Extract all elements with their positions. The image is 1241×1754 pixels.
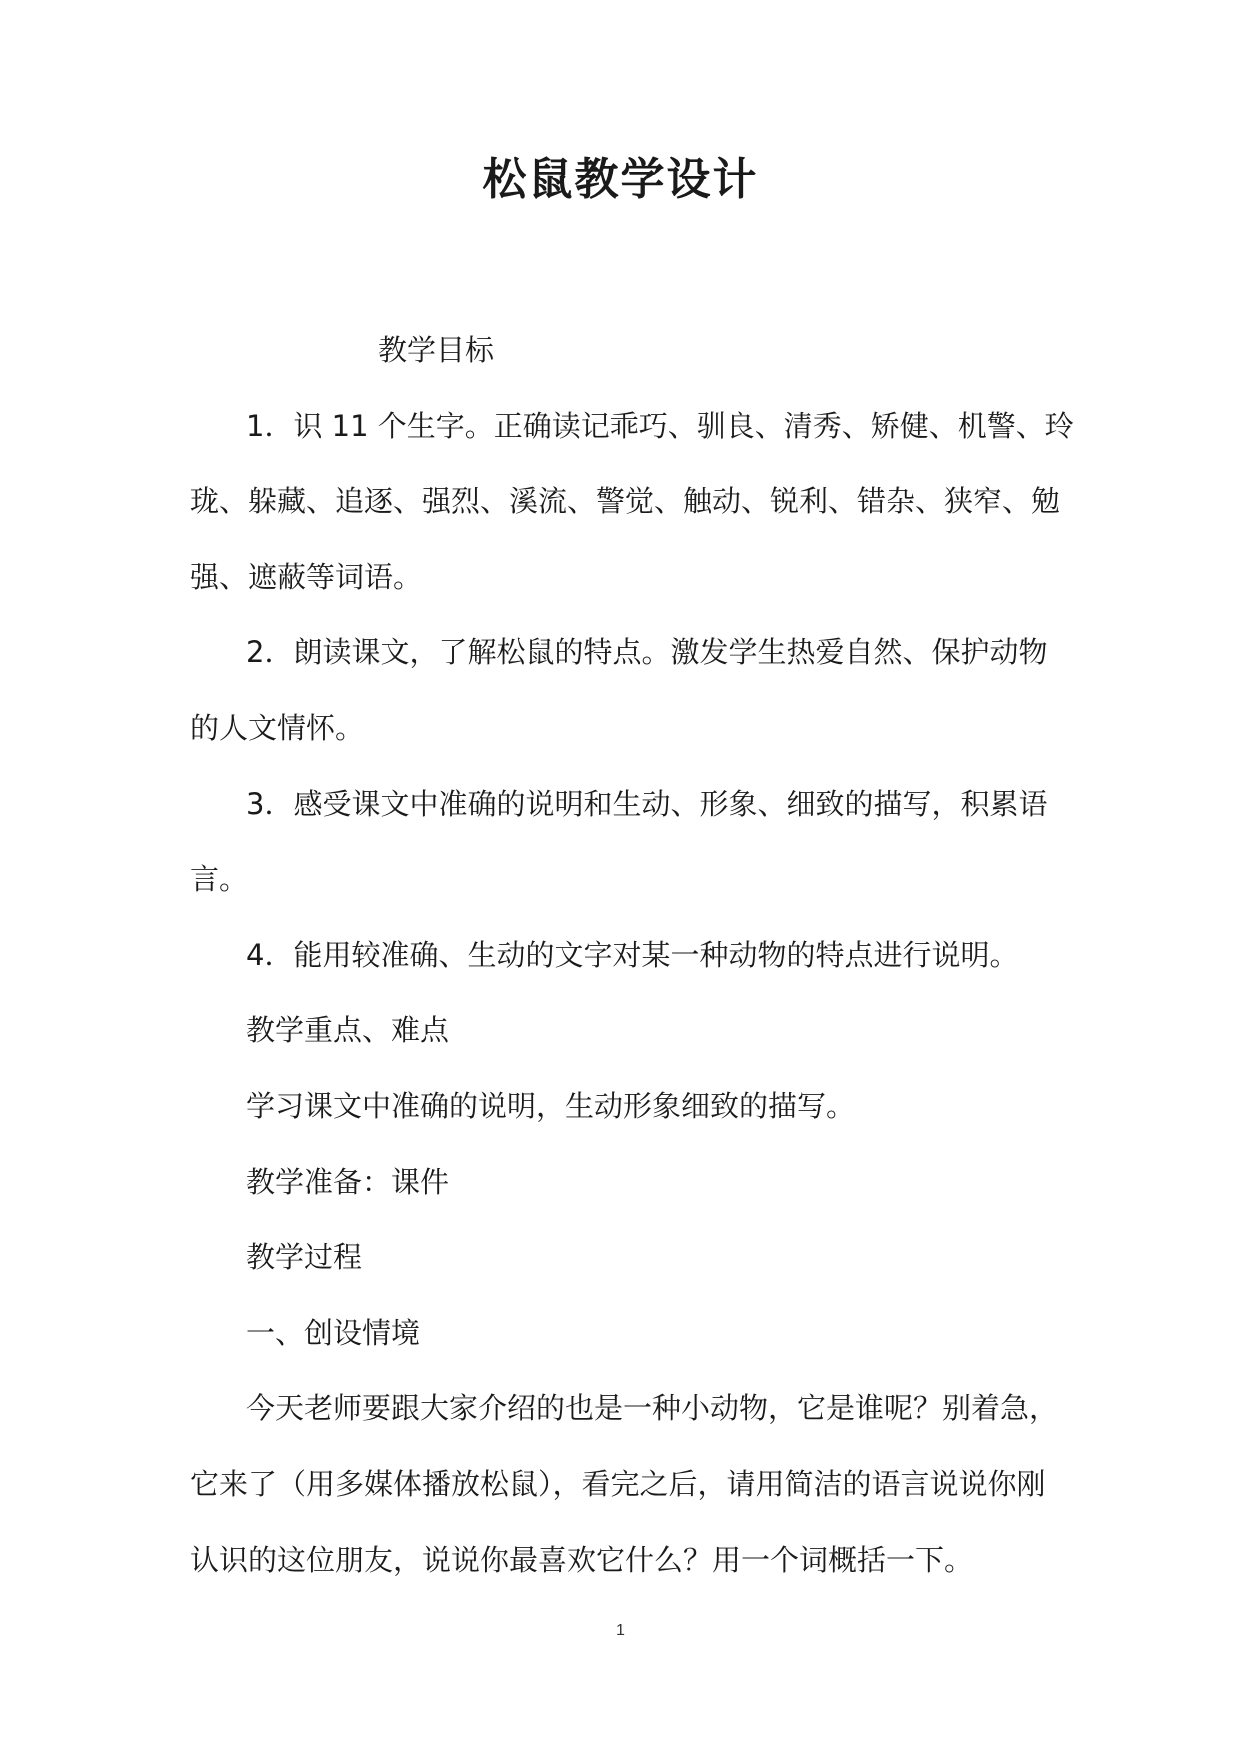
paragraph-line: 认识的这位朋友，说说你最喜欢它什么？用一个词概括一下。 [190, 1543, 974, 1577]
section-heading-key-points: 教学重点、难点 [246, 1013, 450, 1047]
paragraph-line: 强、遮蔽等词语。 [190, 560, 423, 594]
paragraph-line: 学习课文中准确的说明，生动形象细致的描写。 [246, 1089, 856, 1123]
paragraph-line: 2．朗读课文，了解松鼠的特点。激发学生热爱自然、保护动物 [246, 635, 1048, 669]
paragraph-line: 今天老师要跟大家介绍的也是一种小动物，它是谁呢？别着急， [246, 1391, 1059, 1425]
paragraph-line: 1．识 11 个生字。正确读记乖巧、驯良、清秀、矫健、机警、玲 [246, 409, 1074, 443]
paragraph-line: 4．能用较准确、生动的文字对某一种动物的特点进行说明。 [246, 938, 1019, 972]
paragraph-line: 珑、躲藏、追逐、强烈、溪流、警觉、触动、锐利、错杂、狭窄、勉 [190, 484, 1061, 518]
document-title: 松鼠教学设计 [482, 154, 759, 205]
paragraph-line: 它来了（用多媒体播放松鼠），看完之后，请用简洁的语言说说你刚 [190, 1467, 1046, 1501]
section-heading-objectives: 教学目标 [378, 333, 495, 367]
paragraph-line: 的人文情怀。 [190, 711, 365, 745]
section-heading-step-one: 一、创设情境 [246, 1316, 421, 1350]
paragraph-line: 3．感受课文中准确的说明和生动、形象、细致的描写，积累语 [246, 787, 1048, 821]
section-heading-preparation: 教学准备：课件 [246, 1165, 450, 1199]
section-heading-process: 教学过程 [246, 1240, 363, 1274]
paragraph-line: 言。 [190, 862, 249, 896]
page-number: 1 [616, 1622, 625, 1639]
